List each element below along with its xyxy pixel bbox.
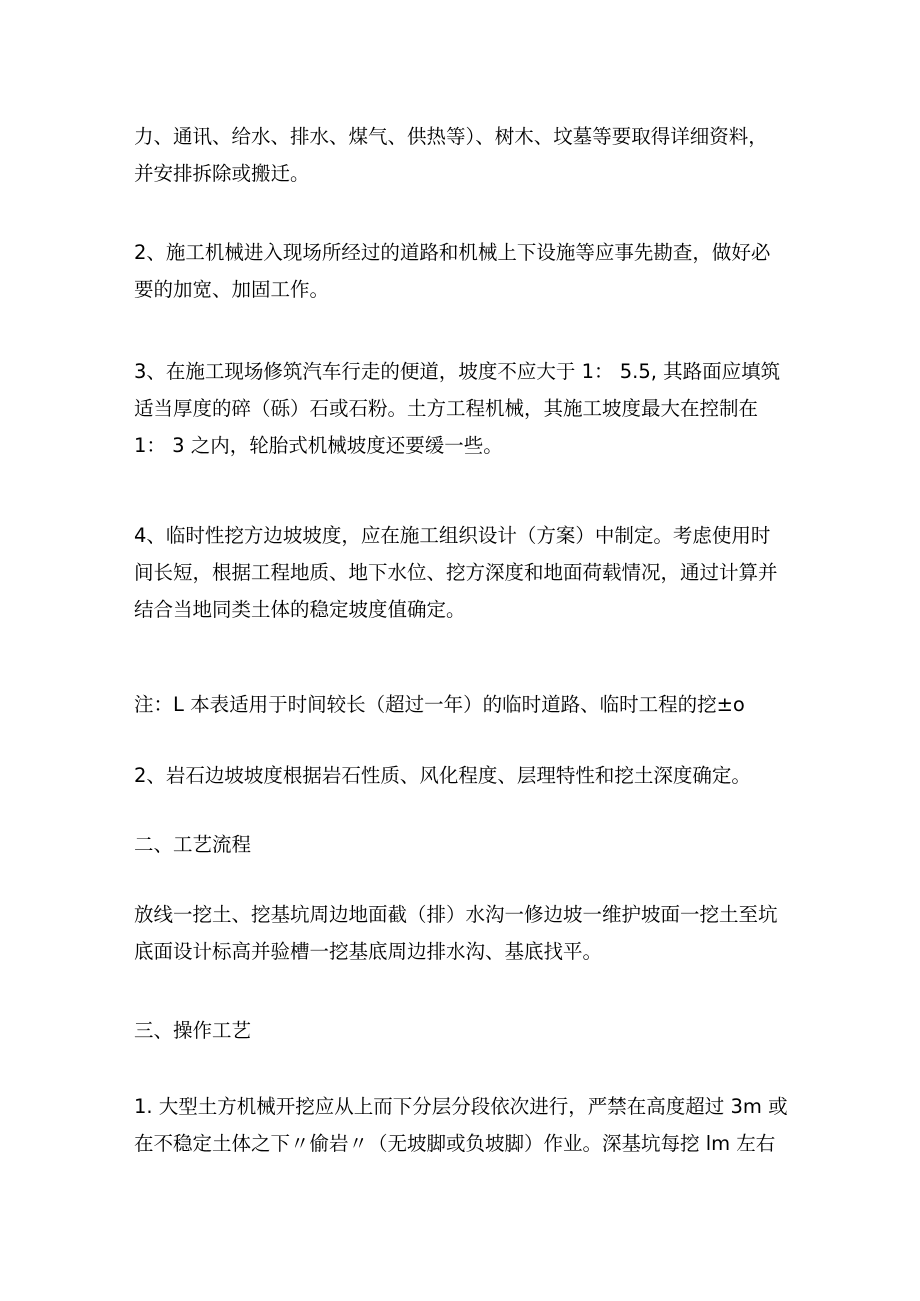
text-line: 间长短，根据工程地质、地下水位、挖方深度和地面荷载情况，通过计算并 bbox=[134, 561, 778, 584]
text-line: 并安排拆除或搬迁。 bbox=[134, 162, 310, 185]
paragraph-utilities-relocation bbox=[134, 118, 794, 192]
text-line: 要的加宽、加固工作。 bbox=[134, 278, 330, 301]
paragraph-rock-slope bbox=[134, 757, 794, 794]
paragraph-process-flow bbox=[134, 896, 794, 970]
text-line: 4、临时性挖方边坡坡度，应在施工组织设计（方案）中制定。考虑使用时 bbox=[134, 524, 771, 547]
text-line: 三、操作工艺 bbox=[134, 1019, 252, 1042]
text-line: 2、施工机械进入现场所经过的道路和机械上下设施等应事先勘查，做好必 bbox=[134, 241, 771, 264]
paragraph-operation-item-1 bbox=[134, 1088, 794, 1162]
text-line: 1. 大型土方机械开挖应从上而下分层分段依次进行，严禁在高度超过 3m 或 bbox=[134, 1095, 788, 1118]
text-line: 二、工艺流程 bbox=[134, 833, 252, 856]
section-heading-process-flow bbox=[134, 826, 794, 863]
text-line: 放线一挖土、挖基坑周边地面截（排）水沟一修边坡一维护坡面一挖土至坑 bbox=[134, 903, 778, 926]
text-line: 适当厚度的碎（砾）石或石粉。土方工程机械，其施工坡度最大在控制在 bbox=[134, 397, 759, 420]
text-line: 3、在施工现场修筑汽车行走的便道，坡度不应大于 1： 5.5, 其路面应填筑 bbox=[134, 360, 781, 383]
text-line: 力、通讯、给水、排水、煤气、供热等）、树木、坟墓等要取得详细资料， bbox=[134, 125, 768, 148]
text-line: 注：L 本表适用于时间较长（超过一年）的临时道路、临时工程的挖±o bbox=[134, 693, 745, 716]
section-heading-operation-process bbox=[134, 1012, 794, 1049]
paragraph-item-2-machinery-access bbox=[134, 234, 794, 308]
text-line: 在不稳定土体之下〃偷岩〃（无坡脚或负坡脚）作业。深基坑每挖 lm 左右 bbox=[134, 1132, 776, 1155]
text-line: 底面设计标高并验槽一挖基底周边排水沟、基底找平。 bbox=[134, 940, 603, 963]
paragraph-note bbox=[134, 686, 794, 723]
text-line: 1： 3 之内，轮胎式机械坡度还要缓一些。 bbox=[134, 434, 503, 457]
paragraph-item-3-haul-road bbox=[134, 353, 794, 464]
text-line: 2、岩石边坡坡度根据岩石性质、风化程度、层理特性和挖土深度确定。 bbox=[134, 764, 751, 787]
paragraph-item-4-temporary-slope bbox=[134, 517, 794, 628]
text-line: 结合当地同类土体的稳定坡度值确定。 bbox=[134, 598, 466, 621]
